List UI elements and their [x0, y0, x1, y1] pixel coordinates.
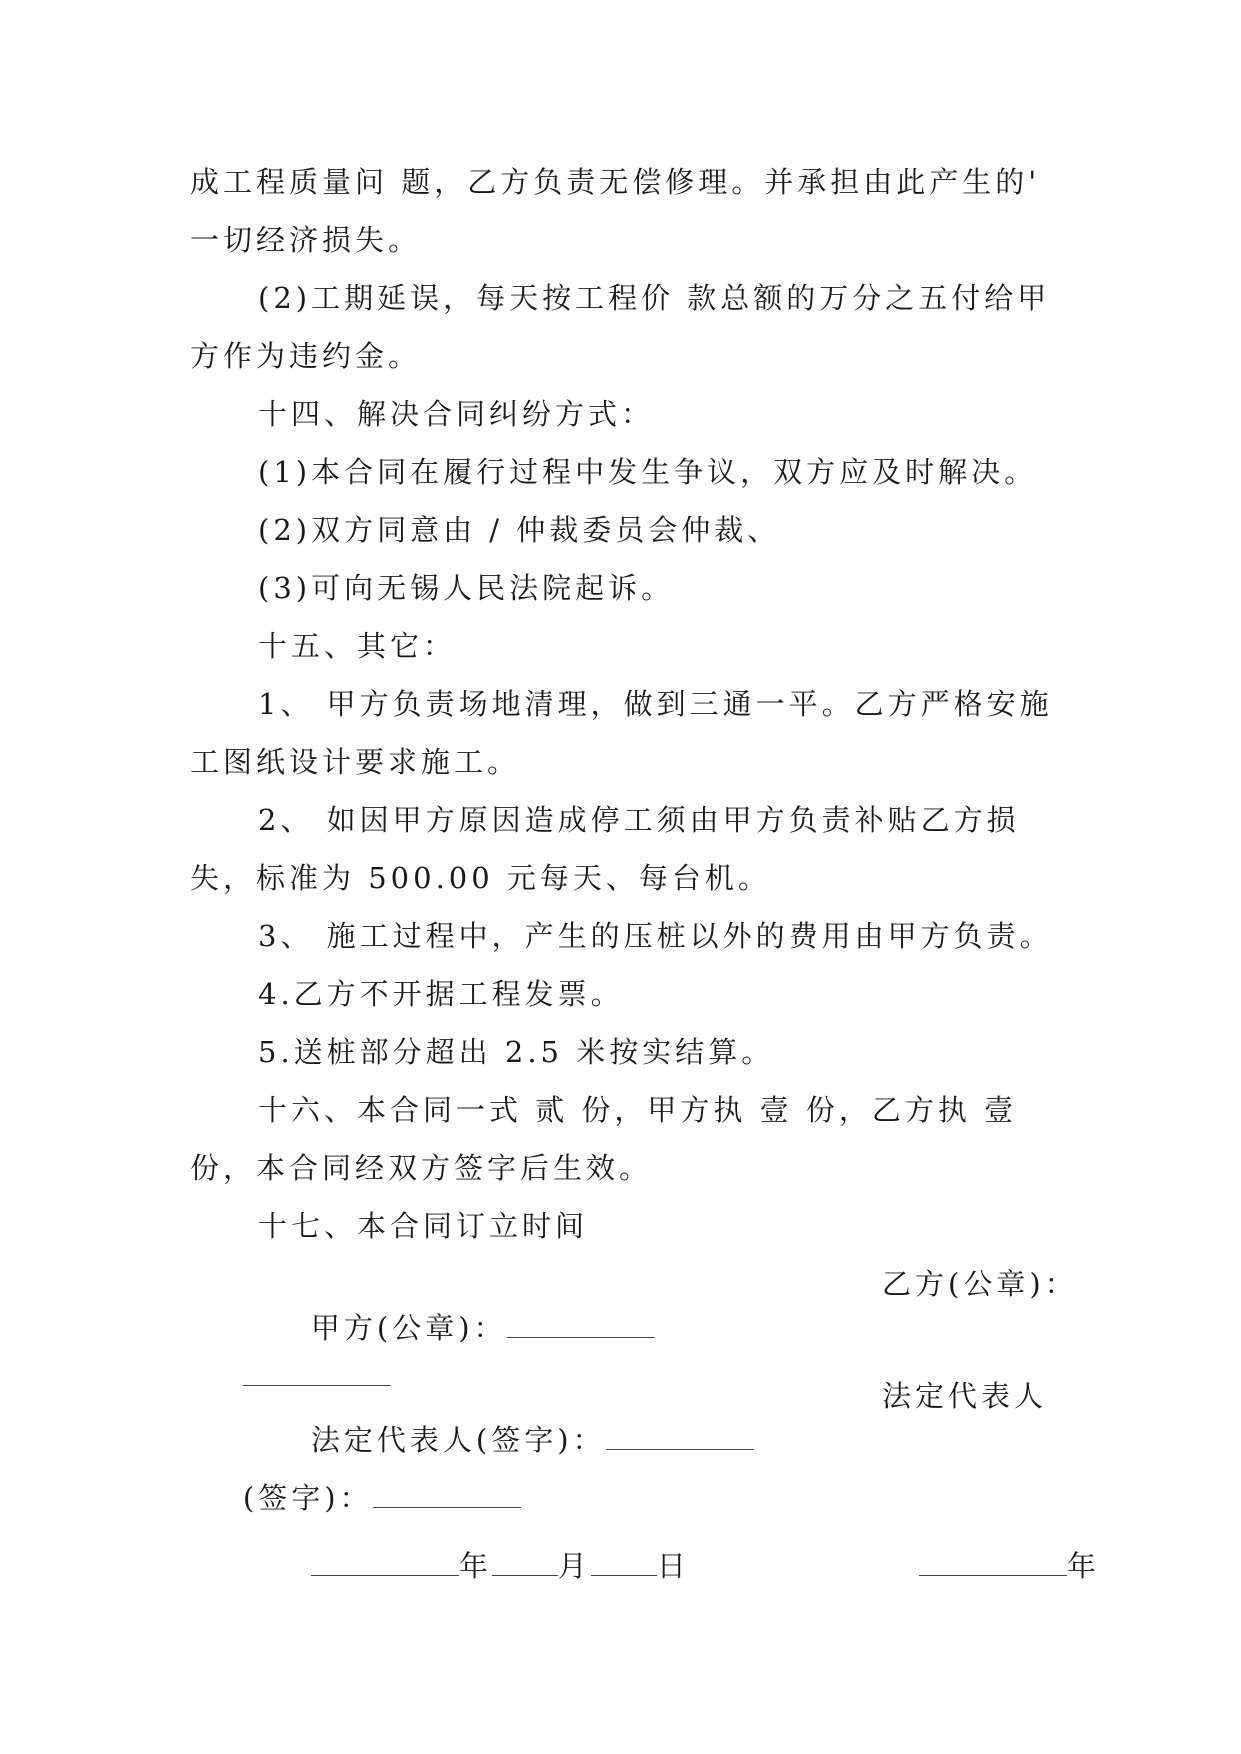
party-a-seal-label: 甲方(公章)： [310, 1311, 507, 1345]
paragraph-line: (1)本合同在履行过程中发生争议，双方应及时解决。 [258, 455, 1038, 489]
month-label: 月 [557, 1549, 591, 1583]
party-b-date-row [866, 1500, 1100, 1583]
year-b-label: 年 [1066, 1549, 1100, 1583]
paragraph-line: 2、 如因甲方原因造成停工须由甲方负责补贴乙方损 [258, 803, 1020, 837]
paragraph-line: 一切经济损失。 [190, 223, 422, 257]
paragraph-line: 3、 施工过程中，产生的压桩以外的费用由甲方负责。 [258, 919, 1053, 953]
day-blank [591, 1545, 657, 1576]
year-label: 年 [458, 1549, 492, 1583]
paragraph-line: 方作为违约金。 [190, 339, 422, 373]
party-a-rep-row [258, 1374, 754, 1457]
paragraph-line: 份，本合同经双方签字后生效。 [190, 1151, 653, 1185]
year-b-blank [919, 1545, 1067, 1576]
party-a-seal-blank [507, 1307, 655, 1338]
year-blank [311, 1545, 459, 1576]
party-a-rep-label: 法定代表人(签字)： [310, 1423, 606, 1457]
party-a-rep-blank [606, 1419, 754, 1450]
party-a-seal-row [258, 1262, 655, 1345]
paragraph-line: (2)工期延误，每天按工程价 款总额的万分之五付给甲 [258, 281, 1051, 315]
party-b-seal-label: 乙方(公章)： [882, 1267, 1078, 1301]
party-a-date-row [258, 1500, 690, 1583]
paragraph-line: (2)双方同意由 / 仲裁委员会仲裁、 [258, 513, 781, 547]
section-heading: 十四、解决合同纠纷方式： [258, 397, 655, 431]
party-b-rep-label: 法定代表人 [882, 1379, 1048, 1413]
paragraph-line: 4.乙方不开据工程发票。 [258, 977, 624, 1011]
day-label: 日 [656, 1549, 690, 1583]
paragraph-line: 成工程质量问 题，乙方负责无偿修理。并承担由此产生的' [190, 165, 1041, 199]
party-b-rep-row [190, 1432, 521, 1515]
paragraph-line: (3)可向无锡人民法院起诉。 [258, 571, 675, 605]
party-b-rep-label-2: (签字)： [242, 1481, 373, 1515]
paragraph-line: 5.送桩部分超出 2.5 米按实结算。 [258, 1035, 775, 1069]
party-b-seal-row [190, 1310, 391, 1354]
section-heading: 十五、其它： [258, 629, 457, 663]
paragraph-line: 1、 甲方负责场地清理，做到三通一平。乙方严格安施 [258, 687, 1053, 721]
month-blank [492, 1545, 558, 1576]
paragraph-line: 工图纸设计要求施工。 [190, 745, 521, 779]
paragraph-line: 失，标准为 500.00 元每天、每台机。 [190, 861, 771, 895]
section-heading: 十七、本合同订立时间 [258, 1209, 589, 1243]
paragraph-line: 十六、本合同一式 贰 份，甲方执 壹 份，乙方执 壹 [258, 1093, 1018, 1127]
